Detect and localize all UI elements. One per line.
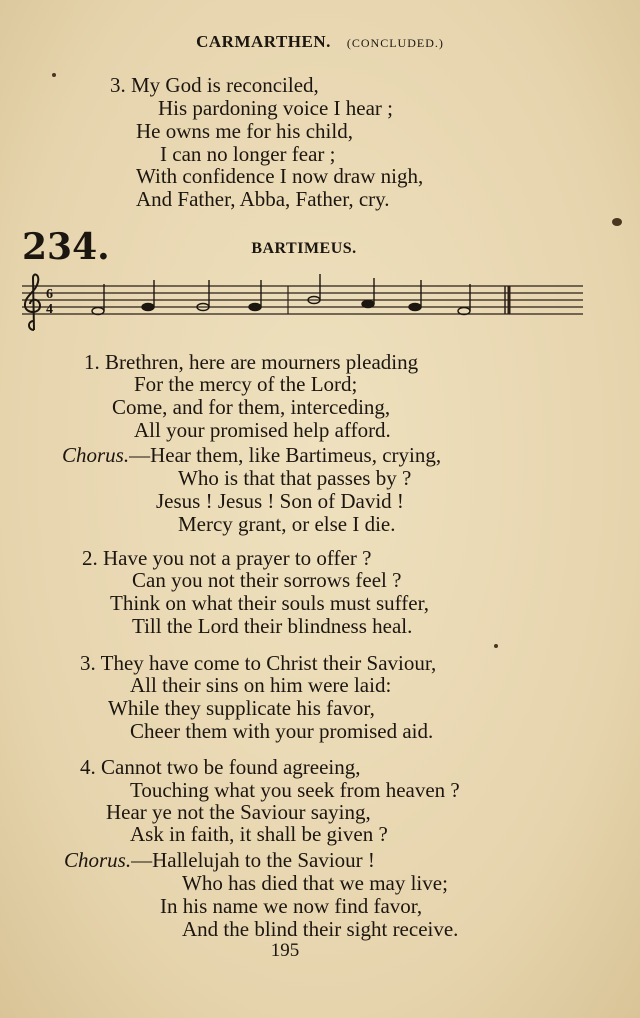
verse-line: While they supplicate his favor, bbox=[108, 696, 375, 720]
chorus-line: And the blind their sight receive. bbox=[182, 917, 459, 941]
verse-line: Think on what their souls must suffer, bbox=[110, 591, 429, 615]
ink-spot bbox=[52, 73, 56, 77]
chorus-line: Who has died that we may live; bbox=[182, 871, 448, 895]
note bbox=[142, 304, 154, 311]
verse-line: 2. Have you not a prayer to offer ? bbox=[82, 546, 372, 570]
verse-line: Can you not their sorrows feel ? bbox=[132, 568, 402, 592]
chorus-text: —Hear them, like Bartimeus, crying, bbox=[129, 443, 442, 467]
verse-line: For the mercy of the Lord; bbox=[134, 372, 358, 396]
ink-spot bbox=[494, 644, 498, 648]
note bbox=[409, 304, 421, 311]
hymn-title: BARTIMEUS. bbox=[251, 240, 357, 257]
prev-verse-line: With confidence I now draw nigh, bbox=[136, 164, 424, 188]
verse-line: Hear ye not the Saviour saying, bbox=[106, 800, 371, 824]
time-sig-bottom: 4 bbox=[46, 302, 53, 317]
note bbox=[249, 304, 261, 311]
chorus-line: Mercy grant, or else I die. bbox=[178, 512, 396, 536]
prev-verse-line: And Father, Abba, Father, cry. bbox=[136, 187, 390, 211]
chorus-line: In his name we now find favor, bbox=[160, 894, 423, 918]
verse-line: Till the Lord their blindness heal. bbox=[132, 614, 413, 638]
header-title: CARMARTHEN. bbox=[196, 32, 331, 51]
treble-clef-icon bbox=[25, 275, 40, 330]
chorus-text: —Hallelujah to the Saviour ! bbox=[131, 848, 375, 872]
music-staff bbox=[18, 270, 588, 336]
chorus-label: Chorus. bbox=[62, 443, 130, 467]
verse-line: Come, and for them, interceding, bbox=[112, 395, 391, 419]
verse-line: All your promised help afford. bbox=[134, 418, 391, 442]
prev-verse-line: 3. My God is reconciled, bbox=[110, 73, 319, 97]
note bbox=[362, 301, 374, 308]
header-subtitle: (CONCLUDED.) bbox=[346, 36, 444, 50]
running-header bbox=[0, 32, 640, 52]
chorus-line: Jesus ! Jesus ! Son of David ! bbox=[156, 489, 404, 513]
chorus-label: Chorus. bbox=[64, 848, 132, 872]
ink-spot bbox=[612, 218, 622, 226]
verse-line: 1. Brethren, here are mourners pleading bbox=[84, 350, 419, 374]
verse-line: Ask in faith, it shall be given ? bbox=[130, 822, 388, 846]
prev-verse-line: I can no longer fear ; bbox=[160, 142, 336, 166]
chorus-line bbox=[64, 848, 375, 872]
time-sig-top: 6 bbox=[46, 287, 53, 302]
chorus-line bbox=[62, 443, 441, 467]
verse-line: Cheer them with your promised aid. bbox=[130, 719, 434, 743]
prev-verse-line: He owns me for his child, bbox=[136, 119, 353, 143]
verse-line: 3. They have come to Christ their Saviour, bbox=[80, 651, 437, 675]
page-number: 195 bbox=[270, 940, 300, 961]
prev-verse-line: His pardoning voice I hear ; bbox=[158, 96, 394, 120]
verse-line: 4. Cannot two be found agreeing, bbox=[80, 755, 361, 779]
verse-line: All their sins on him were laid: bbox=[130, 673, 392, 697]
chorus-line: Who is that that passes by ? bbox=[178, 466, 412, 490]
hymn-number: 234. bbox=[22, 226, 110, 268]
verse-line: Touching what you seek from heaven ? bbox=[130, 778, 460, 802]
